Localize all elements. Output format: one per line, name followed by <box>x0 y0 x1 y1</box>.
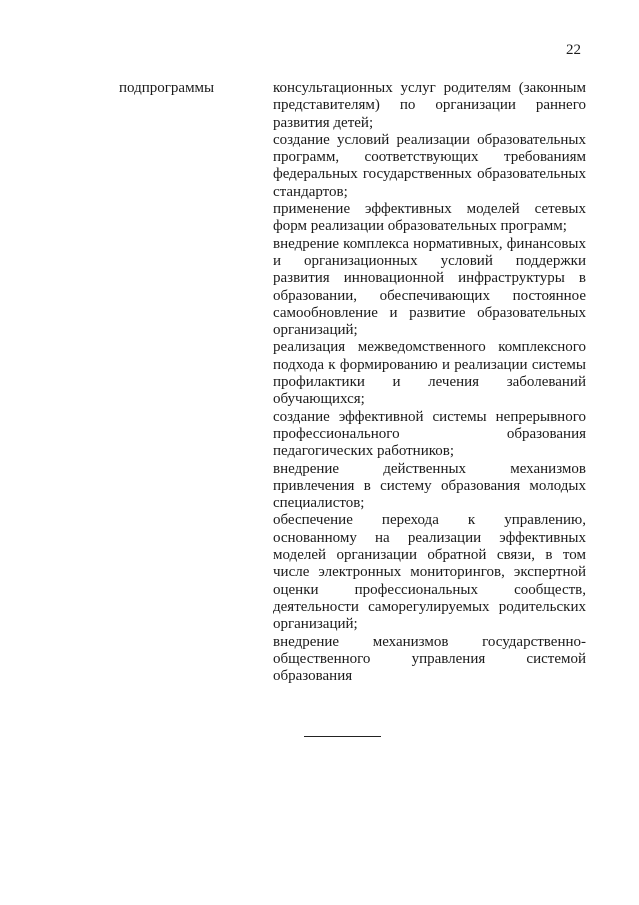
paragraph-5: реализация межведомственного комплексного подхода к формированию и реализации системы профилактики и лечения заболеваний обучающихся; <box>273 339 586 408</box>
paragraph-7: внедрение действенных механизмов привлечения в систему образования молодых специалистов; <box>273 460 586 512</box>
paragraph-6: создание эффективной системы непрерывного профессионального образования педагогических работников; <box>273 408 586 460</box>
paragraph-1: консультационных услуг родителям (законным представителям) по организации раннего развития детей; <box>273 80 586 131</box>
paragraph-9: внедрение механизмов государственно-общественного управления системой образования <box>273 633 586 685</box>
row-content <box>273 80 586 685</box>
paragraph-2: создание условий реализации образовательных программ, соответствующих требованиям федеральных государственных образовательных стандартов; <box>273 131 586 200</box>
paragraph-8: обеспечение перехода к управлению, основанному на реализации эффективных моделей организации обратной связи, в том числе электронных мониторингов, экспертной оценки профессиональных сообществ, деятельности саморегулируемых родительских организаций; <box>273 512 586 633</box>
row-label: подпрограммы <box>119 80 215 96</box>
page-number: 22 <box>566 42 581 58</box>
paragraph-3: применение эффективных моделей сетевых форм реализации образовательных программ; <box>273 201 586 235</box>
end-divider-line <box>304 736 381 737</box>
paragraph-4: внедрение комплекса нормативных, финансовых и организационных условий поддержки развития инновационной инфраструктуры в образовании, обеспечивающих постоянное самообновление и развитие образовательных организаций; <box>273 235 586 339</box>
